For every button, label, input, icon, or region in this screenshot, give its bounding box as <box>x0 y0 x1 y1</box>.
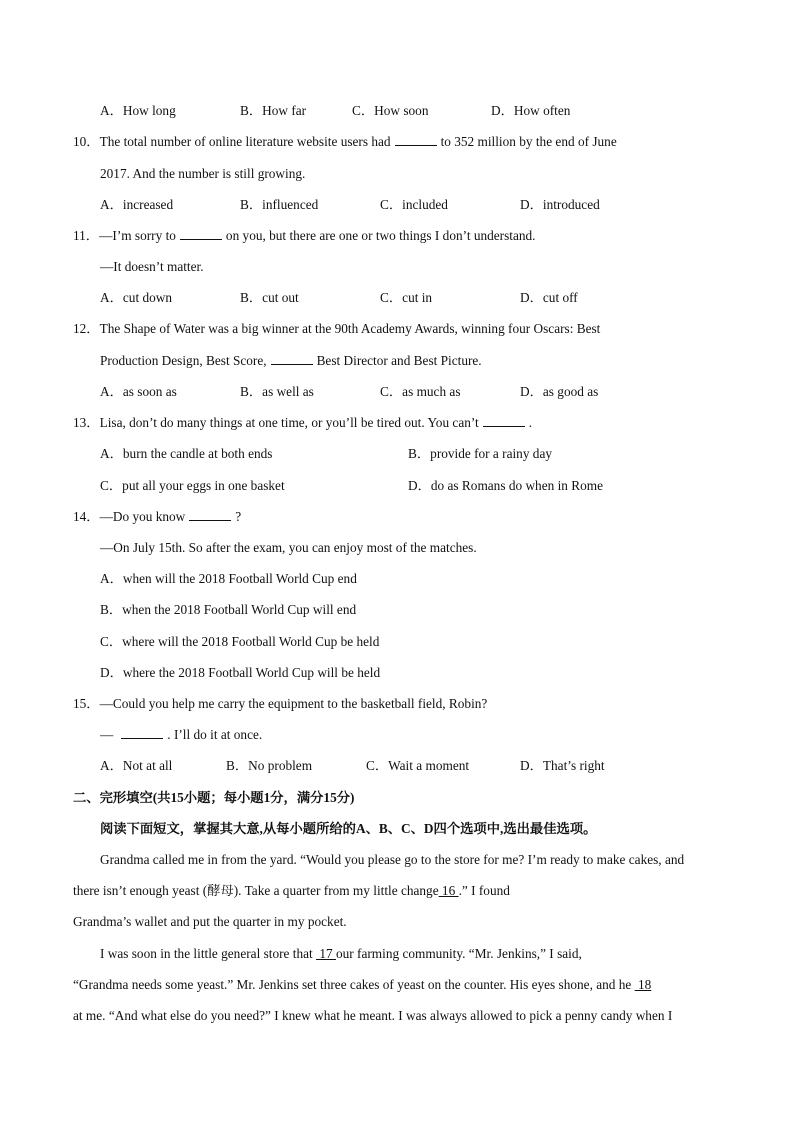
q14-option-a: A．when will the 2018 Football World Cup end <box>100 571 357 586</box>
answer-blank <box>189 509 231 521</box>
q15-option-a: A．Not at all <box>100 758 173 773</box>
q11-reply: —It doesn’t matter. <box>100 259 204 274</box>
q13-option-b: B．provide for a rainy day <box>408 446 553 461</box>
q12-option-c: C．as much as <box>380 384 461 399</box>
section-heading: 二、完形填空(共15小题；每小题1分，满分15分) <box>73 790 355 805</box>
passage-line: at me. “And what else do you need?” I knew what he meant. I was always allowed to pick a penny candy when I <box>73 1008 673 1023</box>
q9-option-c: C．How soon <box>352 103 429 118</box>
q11-option-b: B．cut out <box>240 290 299 305</box>
q13-stem <box>73 415 532 431</box>
q11-stem-part: 11．—I’m sorry to <box>73 228 176 243</box>
q13-option-d: D．do as Romans do when in Rome <box>408 478 604 493</box>
passage-line <box>73 883 510 899</box>
answer-blank <box>180 228 222 240</box>
q10-option-b: B．influenced <box>240 197 319 212</box>
q10-stem-cont: 2017. And the number is still growing. <box>100 166 306 181</box>
q12-stem-cont <box>100 353 482 369</box>
q13-stem-part: . <box>528 415 533 430</box>
q11-option-a: A．cut down <box>100 290 173 305</box>
q14-option-b: B．when the 2018 Football World Cup will end <box>100 602 357 617</box>
passage-text: .” I found <box>458 883 510 898</box>
passage-text: “Grandma needs some yeast.” Mr. Jenkins set three cakes of yeast on the counter. His eyes shone, and he <box>73 977 632 992</box>
q14-stem <box>73 509 241 525</box>
q10-option-a: A．increased <box>100 197 174 212</box>
passage-text: our farming community. “Mr. Jenkins,” I said, <box>335 946 582 961</box>
passage-text: there isn’t enough yeast (酵母). Take a quarter from my little change <box>73 883 439 898</box>
section-instruction: 阅读下面短文，掌握其大意,从每小题所给的A、B、C、D四个选项中,选出最佳选项。 <box>100 821 597 836</box>
q12-stem-part: Production Design, Best Score, <box>100 353 267 368</box>
q12-stem-part: Best Director and Best Picture. <box>316 353 482 368</box>
answer-blank <box>121 727 163 739</box>
q13-option-c: C．put all your eggs in one basket <box>100 478 285 493</box>
answer-blank <box>395 134 437 146</box>
q13-option-a: A．burn the candle at both ends <box>100 446 273 461</box>
passage-line <box>100 946 582 962</box>
q10-stem-part: 10．The total number of online literature website users had <box>73 134 391 149</box>
q14-option-c: C．where will the 2018 Football World Cup be held <box>100 634 380 649</box>
q9-option-d: D．How often <box>491 103 571 118</box>
q11-stem-part: on you, but there are one or two things I don’t understand. <box>225 228 536 243</box>
passage-line: Grandma called me in from the yard. “Would you please go to the store for me? I’m ready to make cakes, and <box>100 852 685 867</box>
blank-17: 17 <box>316 946 336 961</box>
q10-stem-part: to 352 million by the end of June <box>440 134 617 149</box>
q15-reply-part: . I’ll do it at once. <box>167 727 263 742</box>
q10-option-c: C．included <box>380 197 448 212</box>
q15-stem: 15．—Could you help me carry the equipment to the basketball field, Robin? <box>73 696 488 711</box>
blank-18: 18 <box>634 977 652 992</box>
q14-option-d: D．where the 2018 Football World Cup will be held <box>100 665 381 680</box>
blank-16: 16 <box>438 883 459 898</box>
q11-option-d: D．cut off <box>520 290 578 305</box>
q15-option-c: C．Wait a moment <box>366 758 470 773</box>
q12-option-a: A．as soon as <box>100 384 177 399</box>
q10-stem <box>73 134 617 150</box>
q9-option-a: A．How long <box>100 103 176 118</box>
q9-option-b: B．How far <box>240 103 307 118</box>
q10-option-d: D．introduced <box>520 197 600 212</box>
q13-stem-part: 13．Lisa, don’t do many things at one time, or you’ll be tired out. You can’t <box>73 415 479 430</box>
q15-option-b: B．No problem <box>226 758 313 773</box>
q12-option-b: B．as well as <box>240 384 314 399</box>
q15-reply <box>100 727 262 743</box>
q14-reply: —On July 15th. So after the exam, you can enjoy most of the matches. <box>100 540 477 555</box>
q11-option-c: C．cut in <box>380 290 433 305</box>
q12-stem: 12．The Shape of Water was a big winner at the 90th Academy Awards, winning four Oscars: Best <box>73 321 601 336</box>
q15-option-d: D．That’s right <box>520 758 605 773</box>
q15-reply-part: — <box>100 727 114 742</box>
answer-blank <box>271 353 313 365</box>
q11-stem <box>73 228 536 244</box>
q12-option-d: D．as good as <box>520 384 599 399</box>
passage-line <box>73 977 651 993</box>
answer-blank <box>483 415 525 427</box>
q14-stem-part: 14．—Do you know <box>73 509 186 524</box>
passage-line: Grandma’s wallet and put the quarter in my pocket. <box>73 914 347 929</box>
passage-text: I was soon in the little general store that <box>100 946 313 961</box>
q14-stem-part: ? <box>235 509 242 524</box>
